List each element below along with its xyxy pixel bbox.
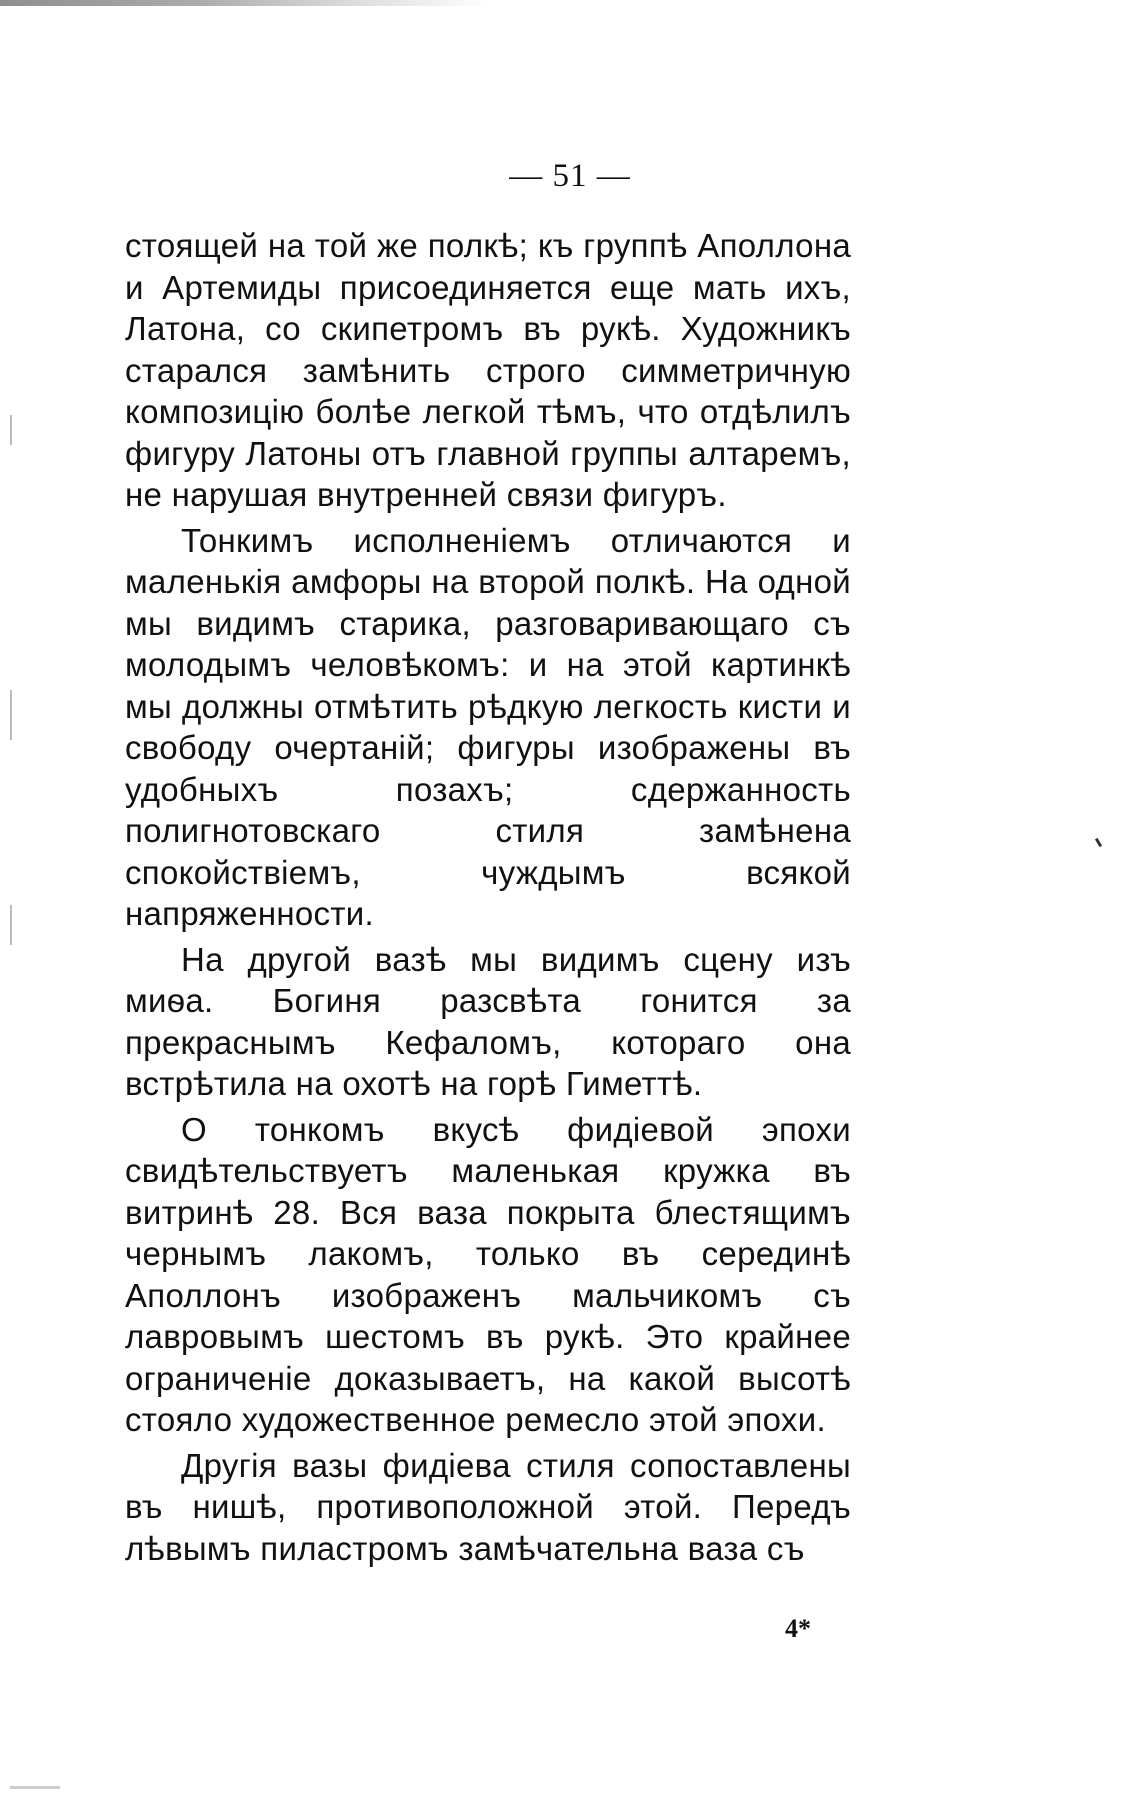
scan-artifact-edge: [10, 905, 12, 945]
scan-artifact-top: [0, 0, 490, 6]
paragraph: Другія вазы фидіева стиля сопоставлены въ нишѣ, противоположной этой. Передъ лѣвымъ пиластромъ замѣчательна ваза съ: [125, 1446, 851, 1567]
body-text: [125, 225, 851, 1569]
page-number: — 51 —: [509, 158, 631, 194]
scan-artifact-bottom: [10, 1786, 60, 1789]
paragraph: На другой вазѣ мы видимъ сцену изъ миѳа. Богиня разсвѣта гонится за прекраснымъ Кефаломъ, котораго она встрѣтила на охотѣ на горѣ Гиметтѣ.: [125, 940, 851, 1102]
paragraph: стоящей на той же полкѣ; къ группѣ Аполлона и Артемиды присоединяется еще мать ихъ, Латона, со скипетромъ въ рукѣ. Художникъ старался замѣнить строго симметричную композицію болѣе легкой тѣмъ, что отдѣлилъ фигуру Латоны отъ главной группы алтаремъ, не нарушая внутренней связи фигуръ.: [125, 227, 851, 513]
scan-artifact-mark: [1095, 838, 1102, 847]
paragraph: О тонкомъ вкусѣ фидіевой эпохи свидѣтельствуетъ маленькая кружка въ витринѣ 28. Вся ваза покрыта блестящимъ чернымъ лакомъ, только въ серединѣ Аполлонъ изображенъ мальчикомъ съ лавровымъ шестомъ въ рукѣ. Это крайнее ограниченіе доказываетъ, на какой высотѣ стояло художественное ремесло этой эпохи.: [125, 1110, 851, 1438]
paragraph: Тонкимъ исполненіемъ отличаются и маленькія амфоры на второй полкѣ. На одной мы видимъ старика, разговаривающаго съ молодымъ человѣкомъ: и на этой картинкѣ мы должны отмѣтить рѣдкую легкость кисти и свободу очертаній; фигуры изображены въ удобныхъ позахъ; сдержанность полигнотовскаго стиля замѣнена спокойствіемъ, чуждымъ всякой напряженности.: [125, 521, 851, 932]
printer-signature-mark: 4*: [785, 1614, 811, 1643]
scan-artifact-edge: [10, 415, 12, 445]
scan-artifact-edge: [10, 690, 12, 740]
